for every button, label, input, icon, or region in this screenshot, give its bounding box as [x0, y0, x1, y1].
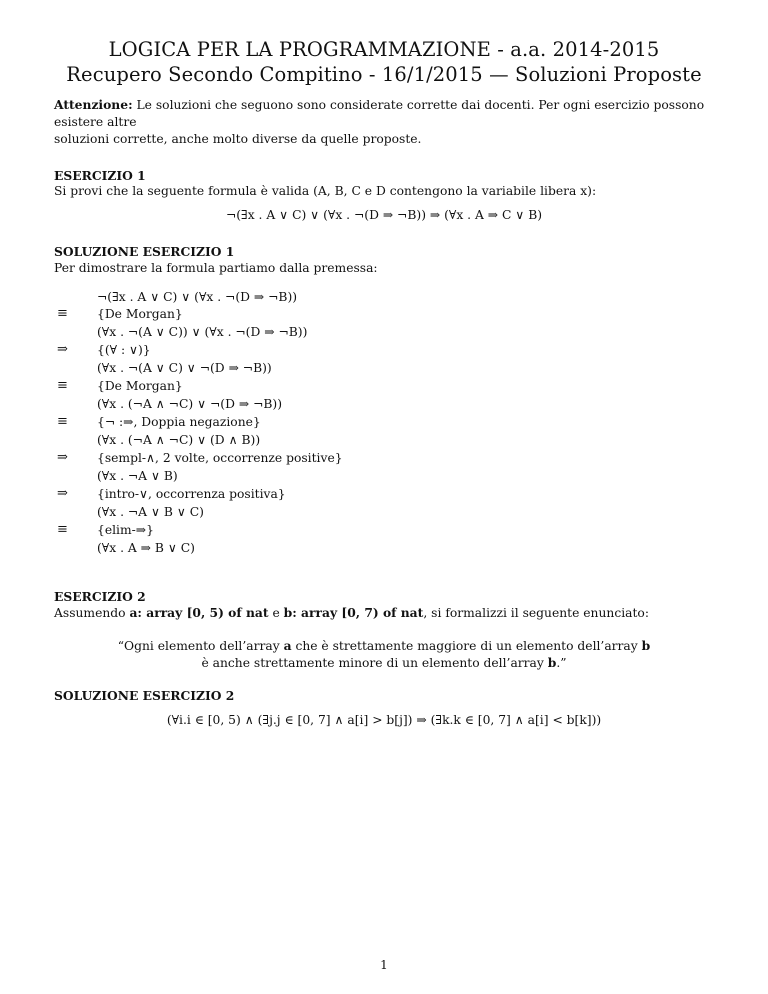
proof-relation: ⇒ — [57, 486, 68, 501]
solution1-heading: SOLUZIONE ESERCIZIO 1 — [54, 244, 235, 259]
proof-relation: ≡ — [57, 414, 68, 429]
document-subtitle: Recupero Secondo Compitino - 16/1/2015 — Soluzioni Proposte — [66, 63, 702, 86]
proof-expression: (∀x . ¬(A ∨ C)) ∨ (∀x . ¬(D ⇒ ¬B)) — [97, 325, 308, 339]
array-b-declaration: b: array [0, 7) of nat — [283, 605, 424, 620]
proof-relation: ⇒ — [57, 342, 68, 357]
exercise2-heading: ESERCIZIO 2 — [54, 589, 146, 604]
solution2-heading: SOLUZIONE ESERCIZIO 2 — [54, 688, 235, 703]
solution1-intro: Per dimostrare la formula partiamo dalla premessa: — [54, 261, 378, 275]
attention-note — [54, 96, 714, 148]
proof-expression: (∀x . ¬A ∨ B ∨ C) — [97, 505, 204, 519]
attention-label: Attenzione: — [54, 97, 133, 112]
document-title: LOGICA PER LA PROGRAMMAZIONE - a.a. 2014-2015 — [108, 38, 660, 61]
exercise2-quote-line1: “Ogni elemento dell’array a che è strettamente maggiore di un elemento dell’array b — [117, 638, 651, 653]
proof-relation: ≡ — [57, 306, 68, 321]
attention-text-line1: Le soluzioni che seguono sono considerate corrette dai docenti. Per ogni esercizio possono esistere altre — [54, 98, 705, 129]
proof-expression: (∀x . (¬A ∧ ¬C) ∨ ¬(D ⇒ ¬B)) — [97, 397, 283, 411]
proof-justification: {De Morgan} — [97, 307, 183, 321]
page-number: 1 — [380, 958, 388, 972]
attention-text-line2: soluzioni corrette, anche molto diverse da quelle proposte. — [54, 132, 422, 146]
proof-relation: ≡ — [57, 522, 68, 537]
proof-justification: {intro-∨, occorrenza positiva} — [97, 487, 286, 501]
proof-expression: (∀x . A ⇒ B ∨ C) — [97, 541, 195, 555]
exercise1-formula: ¬(∃x . A ∨ C) ∨ (∀x . ¬(D ⇒ ¬B)) ⇒ (∀x . A ⇒ C ∨ B) — [225, 208, 543, 222]
exercise1-text: Si provi che la seguente formula è valida (A, B, C e D contengono la variabile libera x): — [54, 184, 597, 198]
proof-relation: ≡ — [57, 378, 68, 393]
exercise1-heading: ESERCIZIO 1 — [54, 168, 146, 183]
proof-justification: {¬ :⇒, Doppia negazione} — [97, 415, 261, 429]
proof-justification: {(∀ : ∨)} — [97, 343, 151, 357]
proof-expression: (∀x . ¬A ∨ B) — [97, 469, 178, 483]
array-a-declaration: a: array [0, 5) of nat — [129, 605, 269, 620]
exercise2-text: Assumendo a: array [0, 5) of nat e b: array [0, 7) of nat, si formalizzi il seguente enunciato: — [54, 605, 649, 620]
proof-justification: {De Morgan} — [97, 379, 183, 393]
proof-expression: (∀x . ¬(A ∨ C) ∨ ¬(D ⇒ ¬B)) — [97, 361, 272, 375]
proof-justification: {sempl-∧, 2 volte, occorrenze positive} — [97, 451, 343, 465]
proof-expression: (∀x . (¬A ∧ ¬C) ∨ (D ∧ B)) — [97, 433, 261, 447]
proof-relation: ⇒ — [57, 450, 68, 465]
proof-start-expression: ¬(∃x . A ∨ C) ∨ (∀x . ¬(D ⇒ ¬B)) — [97, 290, 298, 304]
solution2-formula: (∀i.i ∈ [0, 5) ∧ (∃j.j ∈ [0, 7] ∧ a[i] > b[j]) ⇒ (∃k.k ∈ [0, 7] ∧ a[i] < b[k])) — [166, 713, 602, 727]
proof-justification: {elim-⇒} — [97, 523, 154, 537]
exercise2-quote-line2: è anche strettamente minore di un elemento dell’array b.” — [201, 655, 567, 670]
